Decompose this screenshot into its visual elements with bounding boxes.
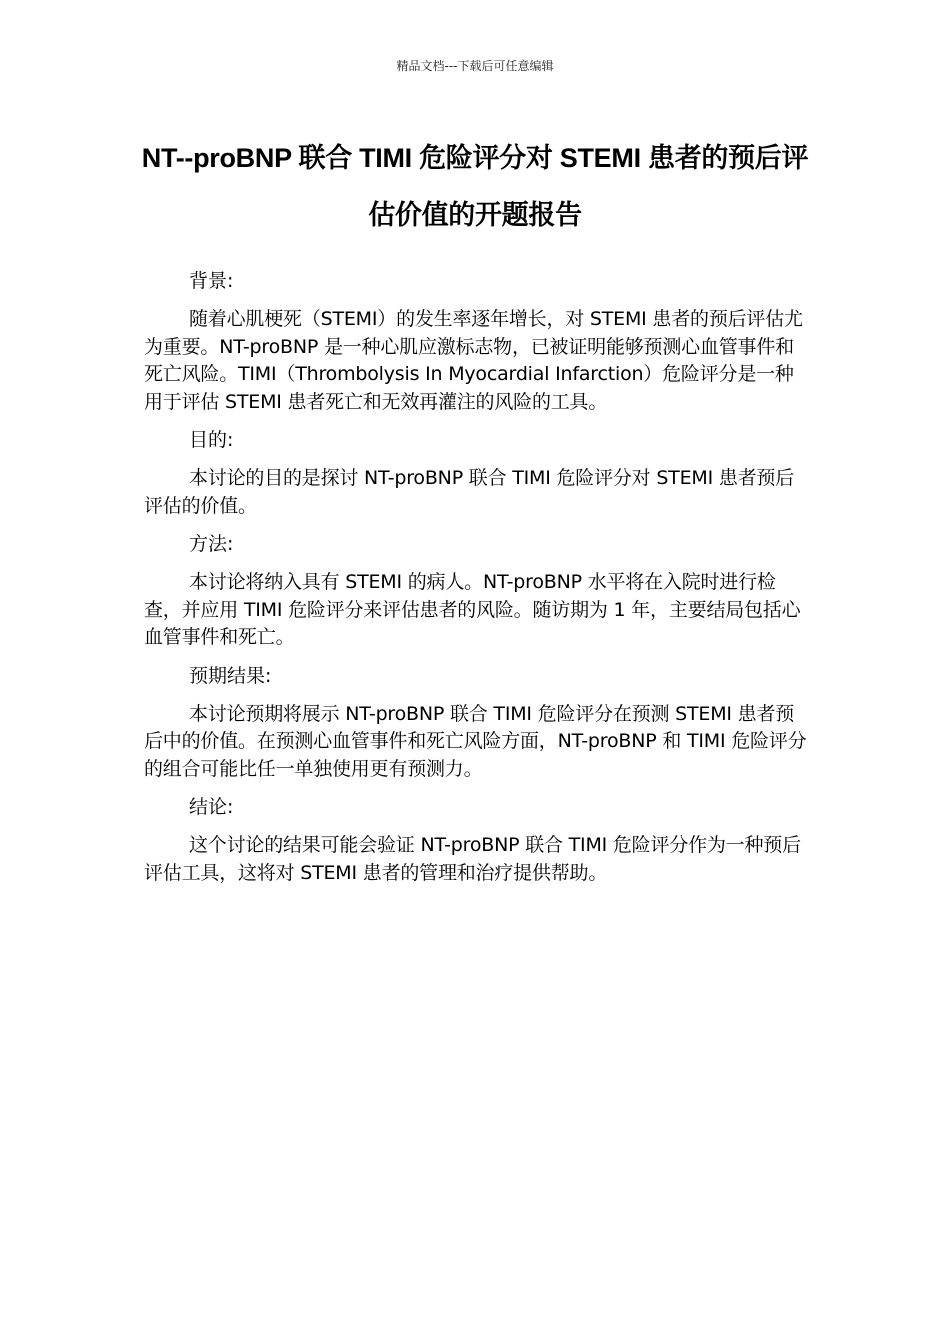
section-heading: 结论: (189, 796, 234, 818)
section-background (144, 268, 808, 416)
section-heading: 背景: (189, 270, 234, 292)
section-heading: 方法: (189, 533, 234, 555)
section-heading: 目的: (189, 429, 234, 451)
section-paragraph: 本讨论将纳入具有 STEMI 的病人。NT-proBNP 水平将在入院时进行检查，并应用 TIMI 危险评分来评估患者的风险。随访期为 1 年，主要结局包括心血管事件和死亡。 (144, 571, 801, 648)
section-conclusion (144, 794, 808, 887)
section-methods (144, 531, 808, 652)
header-note: 精品文档---下载后可任意编辑 (396, 59, 554, 73)
section-paragraph: 本讨论的目的是探讨 NT-proBNP 联合 TIMI 危险评分对 STEMI 患者预后评估的价值。 (144, 467, 795, 517)
document-title: NT--proBNP 联合 TIMI 危险评分对 STEMI 患者的预后评估价值的开题报告 (141, 143, 809, 230)
section-paragraph: 随着心肌梗死（STEMI）的发生率逐年增长，对 STEMI 患者的预后评估尤为重要。NT-proBNP 是一种心肌应激标志物，已被证明能够预测心血管事件和死亡风险。TIMI（Thrombolysis In Myocardial Infarction）危险评分是一种用于评估 STEMI 患者死亡和无效再灌注的风险的工具。 (144, 308, 803, 413)
section-paragraph: 这个讨论的结果可能会验证 NT-proBNP 联合 TIMI 危险评分作为一种预后评估工具，这将对 STEMI 患者的管理和治疗提供帮助。 (144, 834, 801, 884)
document-body (144, 268, 808, 898)
section-expected-results (144, 663, 808, 784)
section-paragraph: 本讨论预期将展示 NT-proBNP 联合 TIMI 危险评分在预测 STEMI 患者预后中的价值。在预测心血管事件和死亡风险方面，NT-proBNP 和 TIMI 危险评分的组合可能比任一单独使用更有预测力。 (144, 702, 807, 780)
section-heading: 预期结果: (189, 664, 272, 687)
section-objective (144, 427, 808, 520)
